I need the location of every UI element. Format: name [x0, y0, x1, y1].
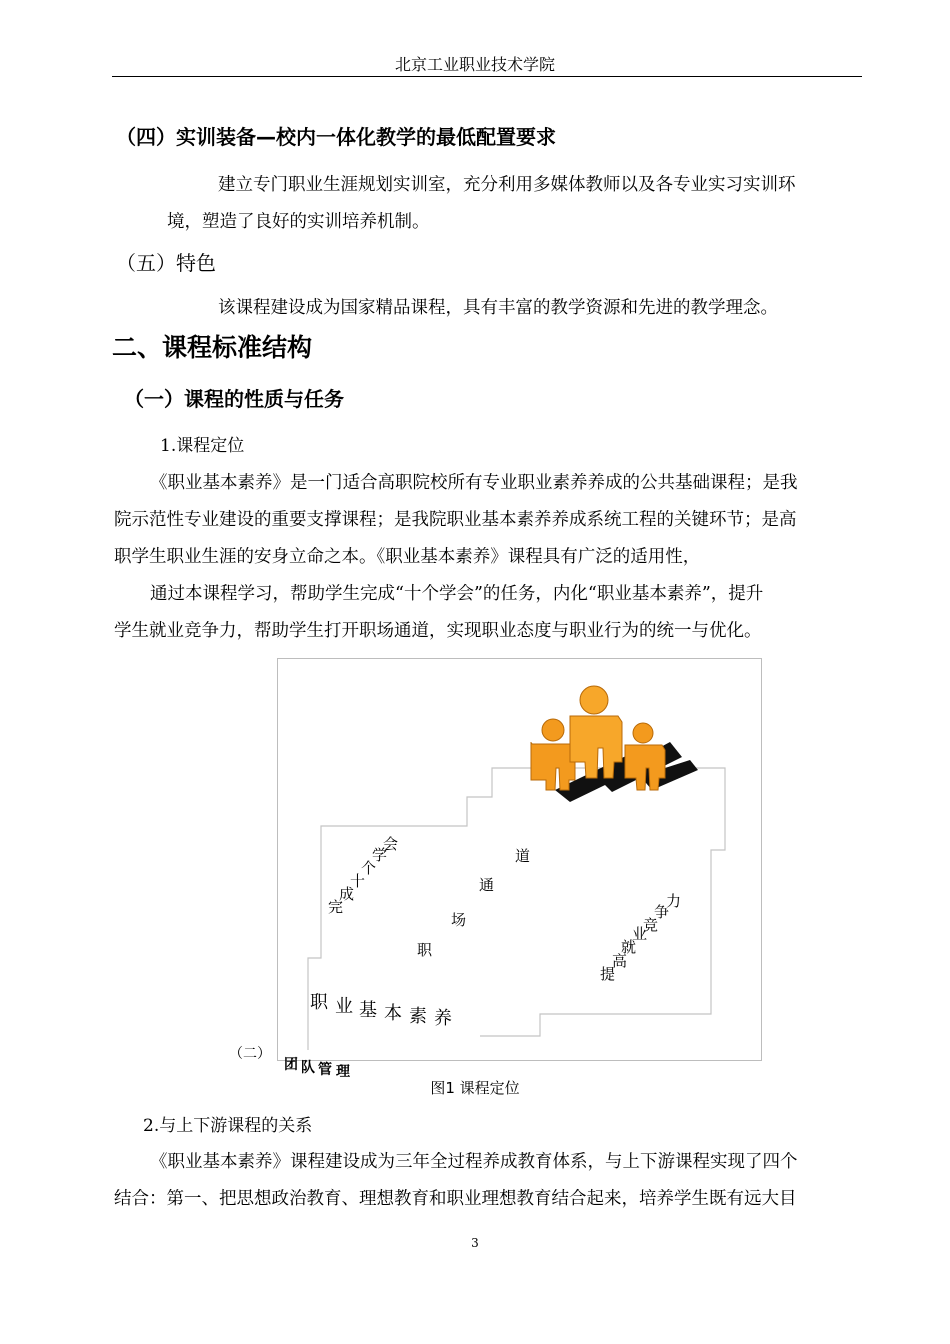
fig-right-char: 力 [666, 892, 682, 910]
fig-left-char: 完 [328, 898, 344, 916]
fig-right-char: 业 [632, 925, 648, 943]
fig-team-char: 理 [336, 1064, 350, 1080]
chapter-2-title: 二、课程标准结构 [112, 333, 313, 362]
fig-right-char: 提 [600, 965, 616, 983]
page-number: 3 [471, 1236, 479, 1250]
course-positioning-heading: 1.课程定位 [160, 436, 245, 456]
section-4-paragraph-line-1: 建立专门职业生涯规划实训室，充分利用多媒体教师以及各专业实习实训环 [218, 175, 796, 195]
fig-team-char: 团 [284, 1057, 298, 1073]
relation-line-1: 《职业基本素养》课程建设成为三年全过程养成教育体系，与上下游课程实现了四个 [150, 1152, 798, 1172]
fig-left-char: 成 [339, 885, 355, 903]
person-left-figure [531, 719, 575, 790]
course-positioning-line-1: 《职业基本素养》是一门适合高职院校所有专业职业素养养成的公共基础课程；是我 [150, 473, 798, 493]
figure-caption: 图1 课程定位 [430, 1079, 520, 1097]
person-middle-figure [570, 686, 622, 778]
fig-right-char: 就 [621, 938, 637, 956]
fig-left-char: 学 [372, 846, 388, 864]
section-5-paragraph: 该课程建设成为国家精品课程，具有丰富的教学资源和先进的教学理念。 [218, 298, 778, 318]
fig-base-char: 基 [359, 1000, 377, 1021]
course-positioning-line-4: 通过本课程学习，帮助学生完成“十个学会”的任务，内化“职业基本素养”，提升 [150, 584, 764, 604]
relation-line-2: 结合：第一、把思想政治教育、理想教育和职业理想教育结合起来，培养学生既有远大目 [114, 1189, 797, 1209]
fig-base-char: 业 [335, 996, 353, 1017]
fig-base-char: 职 [310, 992, 328, 1013]
fig-base-char: 素 [409, 1006, 427, 1027]
fig-side-label: （二） [229, 1046, 271, 1062]
fig-team-char: 队 [301, 1060, 315, 1076]
fig-right-char: 竞 [643, 916, 659, 934]
course-positioning-line-2: 院示范性专业建设的重要支撑课程；是我院职业基本素养养成系统工程的关键环节；是高 [114, 510, 797, 530]
fig-team-char: 管 [318, 1062, 332, 1078]
relation-heading: 2.与上下游课程的关系 [143, 1116, 313, 1136]
section-4-paragraph-line-2: 境，塑造了良好的实训培养机制。 [167, 212, 430, 232]
header-title: 北京工业职业技术学院 [394, 55, 555, 74]
course-positioning-line-3: 职学生职业生涯的安身立命之本。《职业基本素养》课程具有广泛的适用性， [114, 547, 701, 567]
fig-mid-char: 场 [451, 911, 467, 929]
fig-left-char: 会 [383, 835, 399, 853]
section-5-title: （五）特色 [116, 251, 216, 275]
fig-base-char: 本 [384, 1003, 402, 1024]
course-positioning-line-5: 学生就业竞争力，帮助学生打开职场通道，实现职业态度与职业行为的统一与优化。 [114, 621, 762, 641]
fig-left-char: 个 [361, 859, 377, 877]
fig-mid-char: 通 [479, 876, 495, 894]
section-4-title: （四）实训装备—校内一体化教学的最低配置要求 [116, 125, 556, 149]
fig-base-char: 养 [434, 1008, 452, 1029]
fig-left-char: 十 [350, 872, 366, 890]
fig-mid-char: 道 [515, 847, 531, 865]
fig-mid-char: 职 [417, 941, 433, 959]
subsection-1-title: （一）课程的性质与任务 [124, 387, 344, 411]
fig-right-char: 高 [612, 952, 628, 970]
fig-right-char: 争 [654, 903, 670, 921]
